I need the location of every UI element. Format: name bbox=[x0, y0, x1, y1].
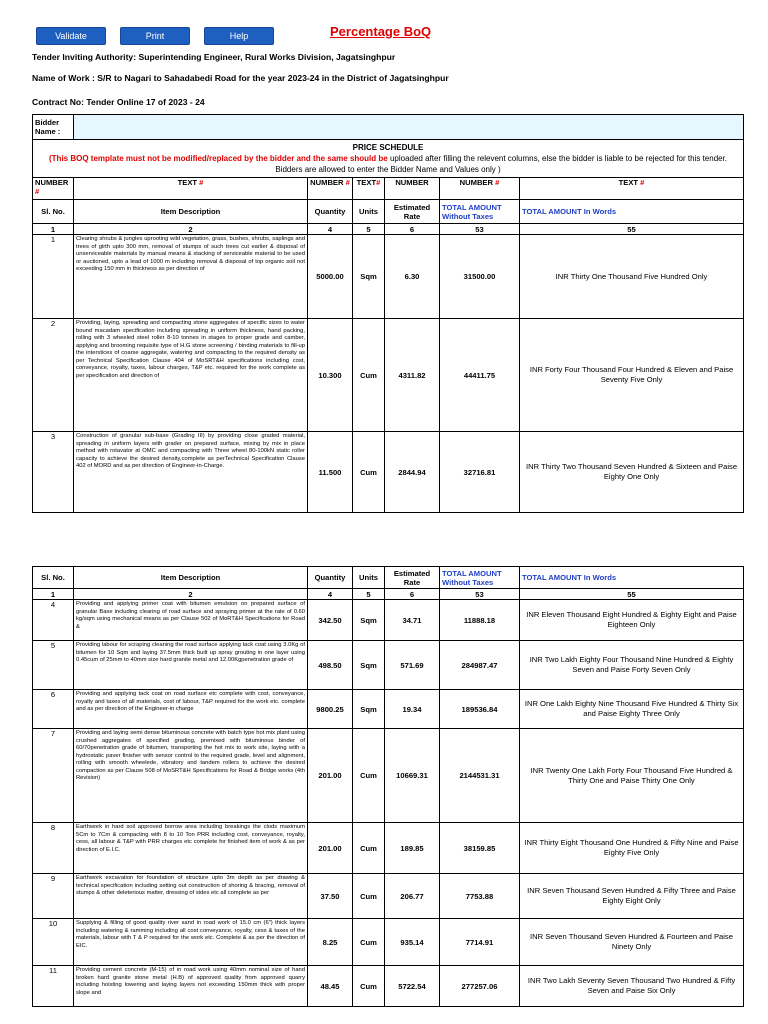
type-cell: NUMBER bbox=[385, 178, 440, 200]
col-number: 2 bbox=[74, 224, 308, 235]
col-number-row bbox=[33, 224, 744, 235]
col-number: 4 bbox=[308, 589, 353, 600]
item-description-text: Construction of granular sub-base (Grading III) by providing close graded material, spreading in uniform layers with grader on prepared surface, mixing by mix in place method with rotavator at OMC and compacting with Three wheel 80-100kN static roller capacity to achieve the desired density,complete as perTechnical Specification Clause 402 of MORD and as per direction of Engineer-in-Charge. bbox=[76, 433, 305, 469]
item-description-text: Providing, laying, spreading and compacting stone aggregates of specific sizes to water bound macadam specification including spreading in uniform thickness, hand packing, rolling with 3 wheeled steel roller 8-10 tonnes in stages to proper grade and camber, applying and brooming requisite type of H.G stone screening / binding materials to fill-up the interstices of coarse aggregate, watering and compacting to the required density as per Technical Specification Clause 404 of MoSRT&H specifications including cost, conveyance, royalty, taxes, labour charges, T&P etc. required for the work complete as per specification and direction of bbox=[76, 320, 305, 379]
table-row bbox=[33, 319, 744, 432]
header-qty: Quantity bbox=[308, 567, 353, 589]
price-schedule-block bbox=[33, 140, 744, 178]
item-quantity[interactable]: 37.50 bbox=[308, 874, 353, 919]
item-total[interactable]: 38159.85 bbox=[440, 823, 520, 874]
boq-table-2 bbox=[32, 566, 744, 1007]
boq-table-1 bbox=[32, 114, 744, 513]
item-description-text: Providing cement concrete (M-15) of in road work using 40mm nominal size of hand broken hard granite stone metal (H.B) of approved quality from approved quarry including hoisting lowering and laying layers not exceeding 150mm thick with proper slope and bbox=[76, 967, 305, 996]
item-quantity[interactable]: 8.25 bbox=[308, 919, 353, 966]
item-total[interactable]: 7714.91 bbox=[440, 919, 520, 966]
item-sl: 3 bbox=[33, 432, 74, 513]
type-cell: TEXT# bbox=[353, 178, 385, 200]
item-description bbox=[74, 966, 308, 1007]
header-row bbox=[33, 200, 744, 224]
item-description-text: Providing and applying tack coat on road surface etc complete with cost, conveyance, royalty and taxes of all materials, cost of labour, T&P required for the work etc. complete and as per direction of the Engineer-in charge bbox=[76, 691, 305, 712]
item-quantity[interactable]: 9800.25 bbox=[308, 690, 353, 729]
tender-authority: Tender Inviting Authority: Superintending Engineer, Rural Works Division, Jagatsinghpur bbox=[32, 52, 396, 62]
item-quantity[interactable]: 201.00 bbox=[308, 729, 353, 823]
item-quantity[interactable]: 10.300 bbox=[308, 319, 353, 432]
item-words: INR Seven Thousand Seven Hundred & Fourteen and Paise Ninety Only bbox=[520, 919, 744, 966]
item-sl: 5 bbox=[33, 641, 74, 690]
header-rate: Estimated Rate bbox=[385, 567, 440, 589]
item-total[interactable]: 284987.47 bbox=[440, 641, 520, 690]
item-description bbox=[74, 235, 308, 319]
item-rate: 206.77 bbox=[385, 874, 440, 919]
bidder-name-label: Bidder Name : bbox=[33, 115, 74, 140]
item-unit: Cum bbox=[353, 729, 385, 823]
item-sl: 9 bbox=[33, 874, 74, 919]
item-rate: 189.85 bbox=[385, 823, 440, 874]
table-row bbox=[33, 432, 744, 513]
item-description bbox=[74, 600, 308, 641]
item-unit: Sqm bbox=[353, 600, 385, 641]
item-total[interactable]: 277257.06 bbox=[440, 966, 520, 1007]
item-unit: Cum bbox=[353, 432, 385, 513]
item-rate: 4311.82 bbox=[385, 319, 440, 432]
item-rate: 6.30 bbox=[385, 235, 440, 319]
header-rate: Estimated Rate bbox=[385, 200, 440, 224]
header-total: TOTAL AMOUNT Without Taxes bbox=[440, 567, 520, 589]
item-unit: Cum bbox=[353, 966, 385, 1007]
item-total[interactable]: 31500.00 bbox=[440, 235, 520, 319]
item-rate: 935.14 bbox=[385, 919, 440, 966]
page-title: Percentage BoQ bbox=[330, 24, 432, 39]
col-number: 4 bbox=[308, 224, 353, 235]
table-row bbox=[33, 966, 744, 1007]
item-rate: 34.71 bbox=[385, 600, 440, 641]
item-unit: Cum bbox=[353, 319, 385, 432]
col-number: 53 bbox=[440, 589, 520, 600]
item-total[interactable]: 2144531.31 bbox=[440, 729, 520, 823]
header-total: TOTAL AMOUNT Without Taxes bbox=[440, 200, 520, 224]
item-total[interactable]: 7753.88 bbox=[440, 874, 520, 919]
item-words: INR Thirty One Thousand Five Hundred Only bbox=[520, 235, 744, 319]
type-row bbox=[33, 178, 744, 200]
item-sl: 6 bbox=[33, 690, 74, 729]
table-row bbox=[33, 600, 744, 641]
header-words: TOTAL AMOUNT In Words bbox=[520, 200, 744, 224]
item-description-text: Providing and laying semi dense bituminous concrete with batch type hot mix plant using crushed aggregates of specified grading, premixed with bituminous binder of 60/70penetration grade of bitumen, transporting the hot mix to work site, laying with a hydrostatic paver finisher with sensor control to the required grade, level and alignment, rolling with smooth wheelede, vibratory and tandem rollers to achieve the desired compaction as per Clause 508 of MoSRT&H Specifications for Road & Bridge works (4th Revision) bbox=[76, 730, 305, 781]
type-cell: TEXT # bbox=[520, 178, 744, 200]
header-words: TOTAL AMOUNT In Words bbox=[520, 567, 744, 589]
item-description-text: Clearing shrubs & jungles uprooting wild vegetation, grass, bushes, shrubs, saplings and trees of girth upto 300 mm, removal of stumps of such trees cut earlier & disposal of unserviceable materials by manual means & stacking of serviceable material to be used or auctioned, upto a lead of 1000 m including removal & disposal of top organic soil not exceeding 150 mm in thickness as per direction of bbox=[76, 236, 305, 272]
item-description-text: Earthwork excavation for foundation of structure upto 3m depth as per drawing & technical specification including setting out construction of shoring & bracing, removal of stumps & other deleterious matter, dressing of sides etc all complete as per bbox=[76, 875, 305, 896]
item-words: INR Two Lakh Eighty Four Thousand Nine Hundred & Eighty Seven and Paise Forty Seven Only bbox=[520, 641, 744, 690]
item-sl: 2 bbox=[33, 319, 74, 432]
item-sl: 10 bbox=[33, 919, 74, 966]
header-desc: Item Description bbox=[74, 200, 308, 224]
item-words: INR Twenty One Lakh Forty Four Thousand Five Hundred & Thirty One and Paise Thirty One Only bbox=[520, 729, 744, 823]
header-sl: Sl. No. bbox=[33, 200, 74, 224]
col-number: 1 bbox=[33, 224, 74, 235]
header-qty: Quantity bbox=[308, 200, 353, 224]
header-units: Units bbox=[353, 200, 385, 224]
warning-red-text: (This BOQ template must not be modified/replaced by the bidder and the same should be bbox=[49, 154, 388, 163]
item-description-text: Providing and applying primer coat with bitumen emulsion on prepared surface of granular Base including clearing of road surface and spraying primer at the rate of 0.60 kg/sqm using mechanical means as per Clause 502 of MoRT&H Specifications for Road & bbox=[76, 601, 305, 630]
item-description bbox=[74, 919, 308, 966]
validate-button[interactable]: Validate bbox=[36, 27, 106, 45]
item-words: INR Thirty Two Thousand Seven Hundred & Sixteen and Paise Eighty One Only bbox=[520, 432, 744, 513]
item-unit: Cum bbox=[353, 874, 385, 919]
item-description bbox=[74, 729, 308, 823]
item-unit: Sqm bbox=[353, 235, 385, 319]
item-words: INR Two Lakh Seventy Seven Thousand Two Hundred & Fifty Seven and Paise Six Only bbox=[520, 966, 744, 1007]
item-rate: 10669.31 bbox=[385, 729, 440, 823]
price-schedule-heading: PRICE SCHEDULE bbox=[352, 143, 424, 152]
item-unit: Cum bbox=[353, 823, 385, 874]
work-name: Name of Work : S/R to Nagari to Sahadabedi Road for the year 2023-24 in the District of Jagatsinghpur bbox=[32, 73, 449, 83]
item-unit: Sqm bbox=[353, 690, 385, 729]
item-total[interactable]: 11888.18 bbox=[440, 600, 520, 641]
item-sl: 1 bbox=[33, 235, 74, 319]
item-total[interactable]: 44411.75 bbox=[440, 319, 520, 432]
col-number: 55 bbox=[520, 224, 744, 235]
col-number: 2 bbox=[74, 589, 308, 600]
item-description bbox=[74, 641, 308, 690]
item-words: INR Thirty Eight Thousand One Hundred & Fifty Nine and Paise Eighty Five Only bbox=[520, 823, 744, 874]
item-words: INR Eleven Thousand Eight Hundred & Eighty Eight and Paise Eighteen Only bbox=[520, 600, 744, 641]
item-sl: 7 bbox=[33, 729, 74, 823]
table-row bbox=[33, 729, 744, 823]
item-words: INR Forty Four Thousand Four Hundred & Eleven and Paise Seventy Five Only bbox=[520, 319, 744, 432]
item-words: INR Seven Thousand Seven Hundred & Fifty Three and Paise Eighty Eight Only bbox=[520, 874, 744, 919]
type-cell: NUMBER # bbox=[308, 178, 353, 200]
item-description bbox=[74, 874, 308, 919]
item-rate: 2844.94 bbox=[385, 432, 440, 513]
col-number: 55 bbox=[520, 589, 744, 600]
table-row bbox=[33, 874, 744, 919]
item-words: INR One Lakh Eighty Nine Thousand Five Hundred & Thirty Six and Paise Eighty Three Only bbox=[520, 690, 744, 729]
col-number: 5 bbox=[353, 589, 385, 600]
col-number: 5 bbox=[353, 224, 385, 235]
col-number-row bbox=[33, 589, 744, 600]
item-unit: Sqm bbox=[353, 641, 385, 690]
item-description-text: Providing labour for scraping cleaning the road surface applying tack coat using 3.0Kg of bitumen for 10 Sqm and laying 37.5mm thick built up spray grouting in one layer using 0.45cum of 25mm to 40mm size hard granite metal and 12.00Kgpenetration grade of bbox=[76, 642, 305, 663]
item-quantity[interactable]: 498.50 bbox=[308, 641, 353, 690]
item-quantity[interactable]: 11.500 bbox=[308, 432, 353, 513]
item-description bbox=[74, 432, 308, 513]
item-description-text: Earthwork in hard soil approved borrow area including breakings the clods maximum 5Cm to 7Cm & compacting with 8 to 10 Ton PRR including cost, conveyance, royalty, cess, all labour & T&P with PRR charges etc complete for finished item of work & as per direction of E.I.C. bbox=[76, 824, 305, 853]
header-sl: Sl. No. bbox=[33, 567, 74, 589]
col-number: 6 bbox=[385, 224, 440, 235]
item-description bbox=[74, 823, 308, 874]
item-unit: Cum bbox=[353, 919, 385, 966]
table-row bbox=[33, 641, 744, 690]
item-sl: 8 bbox=[33, 823, 74, 874]
header-desc: Item Description bbox=[74, 567, 308, 589]
header-units: Units bbox=[353, 567, 385, 589]
item-total[interactable]: 189536.84 bbox=[440, 690, 520, 729]
item-quantity[interactable]: 342.50 bbox=[308, 600, 353, 641]
type-cell: NUMBER # bbox=[33, 178, 74, 200]
header-row bbox=[33, 567, 744, 589]
item-rate: 5722.54 bbox=[385, 966, 440, 1007]
type-cell: TEXT # bbox=[74, 178, 308, 200]
item-quantity[interactable]: 5000.00 bbox=[308, 235, 353, 319]
item-description-text: Supplying & filling of good quality river sand in road work of 15.0 cm (6") thick layers including watering & ramming including all cost conveyance, royalty, cess & taxes of the materials, labour with T & P required for the work etc. Complete & as per the direction of EIC. bbox=[76, 920, 305, 949]
item-sl: 4 bbox=[33, 600, 74, 641]
item-quantity[interactable]: 48.45 bbox=[308, 966, 353, 1007]
item-description bbox=[74, 690, 308, 729]
table-row bbox=[33, 690, 744, 729]
warning-black-text: uploaded after filling the relevent columns, else the bidder is liable to be rejected for this tender. Bidders are allowed to enter the Bidder Name and Values only ) bbox=[275, 154, 728, 174]
item-sl: 11 bbox=[33, 966, 74, 1007]
item-rate: 571.69 bbox=[385, 641, 440, 690]
table-row bbox=[33, 823, 744, 874]
print-button[interactable]: Print bbox=[120, 27, 190, 45]
contract-no: Contract No: Tender Online 17 of 2023 - 24 bbox=[32, 97, 205, 107]
help-button[interactable]: Help bbox=[204, 27, 274, 45]
item-quantity[interactable]: 201.00 bbox=[308, 823, 353, 874]
boq-warning bbox=[35, 153, 741, 175]
table-row bbox=[33, 235, 744, 319]
table-row bbox=[33, 919, 744, 966]
type-cell: NUMBER # bbox=[440, 178, 520, 200]
item-description bbox=[74, 319, 308, 432]
item-rate: 19.34 bbox=[385, 690, 440, 729]
col-number: 6 bbox=[385, 589, 440, 600]
col-number: 1 bbox=[33, 589, 74, 600]
bidder-name-input[interactable] bbox=[74, 115, 744, 140]
col-number: 53 bbox=[440, 224, 520, 235]
item-total[interactable]: 32716.81 bbox=[440, 432, 520, 513]
